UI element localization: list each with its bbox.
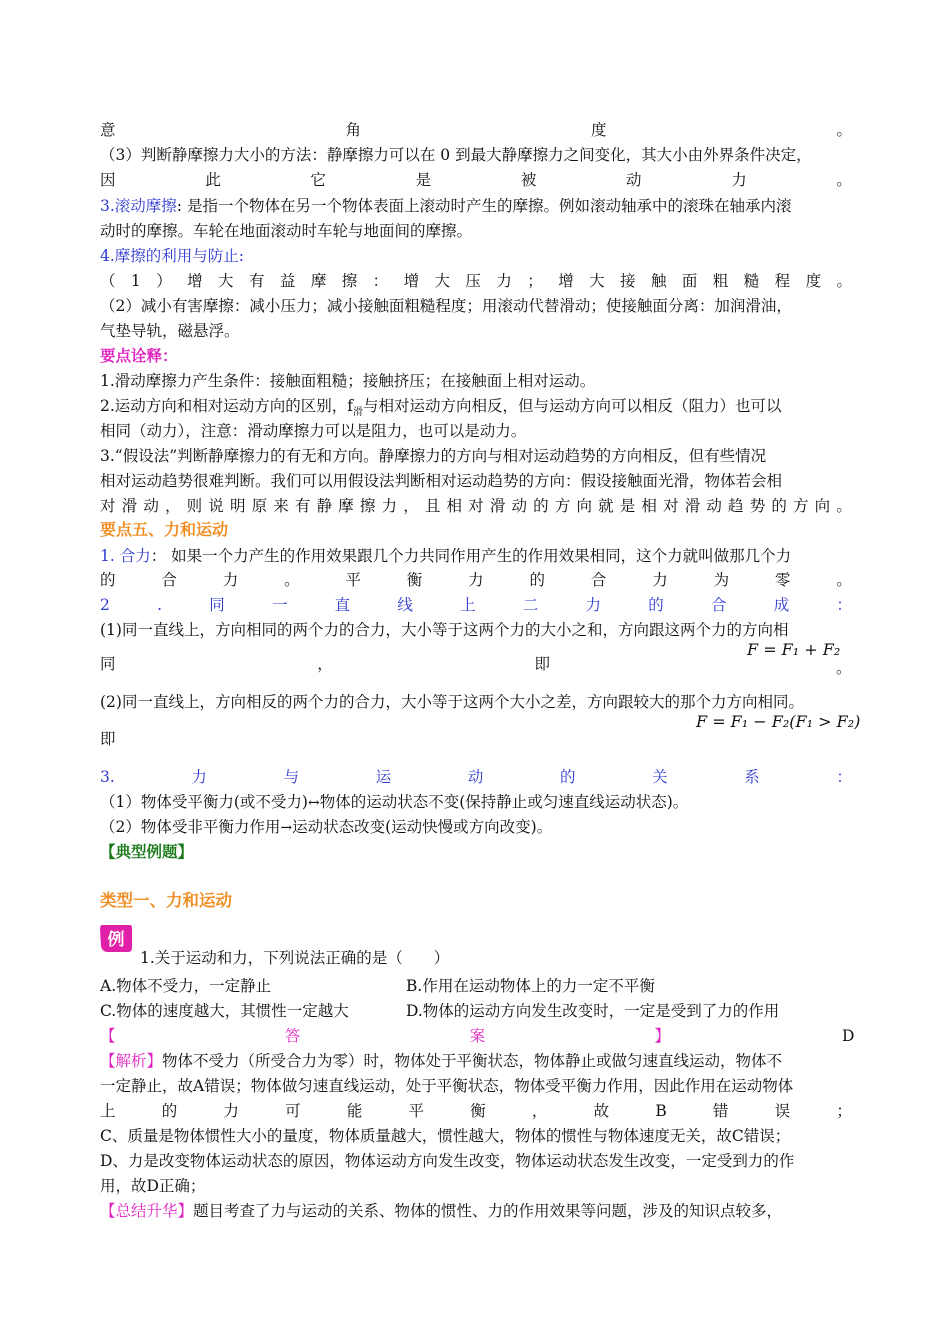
word: 因 xyxy=(100,171,116,189)
typical-examples-heading: 【典型例题】 xyxy=(100,843,194,861)
word: 摩 xyxy=(338,497,354,515)
word: 增 xyxy=(403,272,420,290)
word: 的 xyxy=(533,497,549,515)
answer-line xyxy=(100,1024,852,1048)
word: 度 xyxy=(590,121,607,139)
example-badge-text: 例 xyxy=(107,930,125,950)
answer-tag xyxy=(100,1024,670,1048)
word: 的 xyxy=(100,571,116,589)
word: 成 xyxy=(773,596,790,614)
word: ： xyxy=(836,596,852,614)
word: 趋 xyxy=(728,497,744,515)
line-4 xyxy=(100,194,852,218)
word: 对 xyxy=(468,497,484,515)
word: 故 xyxy=(593,1102,610,1120)
word: 合 xyxy=(710,596,727,614)
word: 。 xyxy=(836,272,852,290)
word: 静 xyxy=(316,497,333,515)
word: 触 xyxy=(650,272,667,290)
explanation-line-4: C、质量是物体惯性大小的量度，物体质量越大，惯性越大，物体的惯性与物体速度无关，故C错误； xyxy=(100,1127,791,1145)
word: 大 xyxy=(218,272,234,290)
word: 说 xyxy=(208,497,224,515)
word: 动 xyxy=(467,768,484,786)
word: 动 xyxy=(143,497,159,515)
word: 它 xyxy=(310,171,326,189)
word: 【 xyxy=(100,1027,116,1045)
answer-value: D xyxy=(842,1027,855,1045)
line-26-b: 物体的运动状态不变(保持静止或匀速直线运动状态)。 xyxy=(319,793,689,811)
word: 力 xyxy=(652,571,668,589)
line-26-a: （1）物体受平衡力(或不受力) xyxy=(100,793,308,811)
word: 力 xyxy=(496,272,512,290)
word: 原 xyxy=(251,497,268,515)
line-25 xyxy=(100,765,852,789)
word: 错 xyxy=(712,1102,729,1120)
word: 与 xyxy=(283,768,300,786)
word: 相 xyxy=(446,497,463,515)
word: 压 xyxy=(465,272,481,290)
line-22-words xyxy=(100,652,550,676)
word: 。 xyxy=(836,571,852,589)
word: 被 xyxy=(520,171,537,189)
word: 动 xyxy=(706,497,722,515)
section-five-heading: 要点五、力和运动 xyxy=(100,520,229,539)
word: 向 xyxy=(576,497,592,515)
friction-use-colon: : xyxy=(238,247,245,265)
word: 是 xyxy=(619,497,636,515)
right-arrow-icon: → xyxy=(280,820,293,836)
question-1: 1.关于运动和力，下列说法正确的是（ ） xyxy=(140,949,450,967)
line-7 xyxy=(100,269,852,293)
word: 且 xyxy=(424,497,441,515)
options-row-2 xyxy=(100,999,852,1023)
word: 力 xyxy=(191,768,207,786)
word: 角 xyxy=(345,121,361,139)
resultant-heading: 1. 合力 xyxy=(100,547,151,565)
word: ， xyxy=(531,1102,548,1120)
line-27-b: 运动状态改变(运动快慢或方向改变)。 xyxy=(292,818,553,836)
word: 滑 xyxy=(121,497,138,515)
word: 。 xyxy=(836,171,852,189)
line-24: 即 xyxy=(100,730,116,748)
word: （ xyxy=(100,272,116,290)
resultant-text: ： 如果一个力产生的作用效果跟几个力共同作用产生的作用效果相同，这个力就叫做那几个力 xyxy=(150,547,792,565)
word: 擦 xyxy=(359,497,376,515)
word: 势 xyxy=(749,497,766,515)
word: 上 xyxy=(100,1102,116,1120)
line-12-b: 与相对运动方向相反，但与运动方向可以相反（阻力）也可以 xyxy=(363,397,782,415)
word: 力 xyxy=(468,571,484,589)
word: 关 xyxy=(652,768,668,786)
word: 就 xyxy=(598,497,614,515)
word: 动 xyxy=(626,171,642,189)
line-12-a: 2.运动方向和相对运动方向的区别，f xyxy=(100,397,354,415)
word: . xyxy=(157,596,163,614)
summary-line xyxy=(100,1199,852,1223)
line-6 xyxy=(100,244,852,268)
explanation-tag: 【解析】 xyxy=(100,1052,163,1070)
option-a: A.物体不受力，一定静止 xyxy=(100,977,272,995)
word: 益 xyxy=(279,272,296,290)
word: 力 xyxy=(585,596,602,614)
word: 零 xyxy=(774,571,791,589)
word: 系 xyxy=(744,768,760,786)
word: 】 xyxy=(654,1027,670,1045)
word: 合 xyxy=(161,571,177,589)
word: 对 xyxy=(100,497,116,515)
friction-use-heading: 4.摩擦的利用与防止 xyxy=(100,247,239,265)
word: 大 xyxy=(589,272,605,290)
example-badge-icon xyxy=(98,922,134,956)
word: 1 xyxy=(130,272,141,290)
word: 即 xyxy=(534,655,550,673)
word: 。 xyxy=(284,571,300,589)
word: 滑 xyxy=(684,497,701,515)
line-11: 1.滑动摩擦力产生条件：接触面粗糙；接触挤压；在接触面上相对运动。 xyxy=(100,372,596,390)
word: 的 xyxy=(648,596,664,614)
line-9: 气垫导轨，磁悬浮。 xyxy=(100,322,240,340)
line-16 xyxy=(100,494,852,518)
line-20 xyxy=(100,593,852,617)
line-15: 相对运动趋势很难判断。我们可以用假设法判断相对运动趋势的方向：假设接触面光滑，物体若会相 xyxy=(100,472,783,490)
word: 可 xyxy=(285,1102,301,1120)
type-one-heading: 类型一、力和运动 xyxy=(100,891,232,910)
word: 2 xyxy=(100,596,110,614)
word: 接 xyxy=(620,272,636,290)
line-21: (1)同一直线上，方向相同的两个力的合力，大小等于这两个力的大小之和，方向跟这两个力的方向相 xyxy=(100,621,789,639)
word: 。 xyxy=(836,497,852,515)
word: 同 xyxy=(100,655,116,673)
word: 的 xyxy=(559,768,576,786)
word: 力 xyxy=(381,497,398,515)
word: 面 xyxy=(681,272,698,290)
word: 增 xyxy=(558,272,574,290)
word: 。 xyxy=(836,121,852,139)
word: 二 xyxy=(522,596,539,614)
line-27 xyxy=(100,815,852,840)
word: ： xyxy=(836,768,852,786)
word: ， xyxy=(317,655,333,673)
word: ； xyxy=(527,272,543,290)
line-3 xyxy=(100,168,852,192)
word: 力 xyxy=(731,171,747,189)
explanation-line-5: D、力是改变物体运动状态的原因，物体运动方向发生改变，物体运动状态发生改变，一定受到力的作 xyxy=(100,1152,795,1170)
word: 答 xyxy=(284,1027,301,1045)
key-notes-heading: 要点诠释： xyxy=(100,347,178,365)
word: 方 xyxy=(554,497,571,515)
word: 度 xyxy=(805,272,822,290)
word: 增 xyxy=(187,272,203,290)
line-1 xyxy=(100,118,852,142)
word: 的 xyxy=(529,571,546,589)
word: 案 xyxy=(469,1027,486,1045)
word: 方 xyxy=(793,497,809,515)
word: 是 xyxy=(415,171,432,189)
explanation-line-2: 一定静止，故A错误；物体做匀速直线运动，处于平衡状态，物体受平衡力作用，因此作用在运动物体 xyxy=(100,1077,794,1095)
word: 平 xyxy=(408,1102,425,1120)
word: 的 xyxy=(771,497,787,515)
word: 动 xyxy=(511,497,527,515)
word: 粗 xyxy=(712,272,729,290)
word: 上 xyxy=(460,596,476,614)
double-arrow-icon: ↔ xyxy=(307,795,320,811)
word: 向 xyxy=(814,497,831,515)
word: 此 xyxy=(205,171,221,189)
formula-difference: F = F₁ − F₂(F₁ > F₂) xyxy=(696,712,861,731)
word: 为 xyxy=(713,571,730,589)
word: 对 xyxy=(663,497,679,515)
line-18 xyxy=(100,544,852,568)
word: 摩 xyxy=(310,272,327,290)
word: ： xyxy=(372,272,389,290)
word: ； xyxy=(836,1102,852,1120)
word: 一 xyxy=(271,596,288,614)
explanation-line-6: 用，故D正确； xyxy=(100,1177,206,1195)
line-8: （2）减小有害摩擦：减小压力；减小接触面粗糙程度；用滚动代替滑动；使接触面分离：加润滑油， xyxy=(100,297,792,315)
word: 平 xyxy=(345,571,361,589)
word: 有 xyxy=(294,497,311,515)
word: 同 xyxy=(209,596,225,614)
word: 直 xyxy=(334,596,351,614)
option-b: B.作用在运动物体上的力一定不平衡 xyxy=(406,977,655,995)
word: 明 xyxy=(229,497,246,515)
rolling-friction-heading: 3.滚动摩擦 xyxy=(100,197,177,215)
line-5: 动时的摩擦。车轮在地面滚动时车轮与地面间的摩擦。 xyxy=(100,222,473,240)
rolling-friction-text: : 是指一个物体在另一个物体表面上滚动时产生的摩擦。例如滚动轴承中的滚珠在轴承内滚 xyxy=(176,197,792,215)
word: 衡 xyxy=(406,571,423,589)
word: ） xyxy=(156,272,172,290)
option-d: D.物体的运动方向发生改变时，一定是受到了力的作用 xyxy=(406,1002,780,1020)
word: 滑 xyxy=(489,497,506,515)
word: 则 xyxy=(186,497,203,515)
word: 合 xyxy=(590,571,607,589)
word: 3. xyxy=(100,768,115,786)
word: 来 xyxy=(273,497,289,515)
word: 误 xyxy=(774,1102,791,1120)
word: 有 xyxy=(248,272,265,290)
word: B xyxy=(655,1102,667,1120)
line-14: 3.“假设法”判断静摩擦力的有无和方向。静摩擦力的方向与相对运动趋势的方向相反，但有些情况 xyxy=(100,447,767,465)
word: 意 xyxy=(100,121,116,139)
word: 线 xyxy=(397,596,413,614)
explanation-line-3 xyxy=(100,1099,852,1123)
word: 擦 xyxy=(341,272,358,290)
option-c: C.物体的速度越大，其惯性一定越大 xyxy=(100,1002,349,1020)
word: 的 xyxy=(161,1102,178,1120)
line-12-sub: 滑 xyxy=(353,407,364,419)
line-22-end: 。 xyxy=(836,659,852,677)
summary-tag: 【总结升华】 xyxy=(100,1202,194,1220)
word: 糙 xyxy=(743,272,760,290)
options-row-1 xyxy=(100,974,852,998)
word: 相 xyxy=(641,497,657,515)
line-26 xyxy=(100,790,852,815)
word: 程 xyxy=(774,272,791,290)
formula-sum: F = F₁ + F₂ xyxy=(747,640,841,659)
explanation-text-1: 物体不受力（所受合力为零）时，物体处于平衡状态，物体静止或做匀速直线运动，物体不 xyxy=(162,1052,783,1070)
word: 力 xyxy=(222,571,239,589)
line-13: 相同（动力），注意：滑动摩擦力可以是阻力，也可以是动力。 xyxy=(100,422,527,440)
explanation-line-1 xyxy=(100,1049,852,1073)
word: 能 xyxy=(346,1102,363,1120)
line-19 xyxy=(100,568,852,592)
line-2: （3）判断静摩擦力大小的方法：静摩擦力可以在 0 到最大静摩擦力之间变化，其大小由外界条件决定， xyxy=(100,146,812,164)
line-27-a: （2）物体受非平衡力作用 xyxy=(100,818,281,836)
summary-text: 题目考查了力与运动的关系、物体的惯性、力的作用效果等问题，涉及的知识点较多， xyxy=(193,1202,783,1220)
word: ， xyxy=(403,497,419,515)
word: ， xyxy=(164,497,181,515)
word: 力 xyxy=(223,1102,239,1120)
word: 运 xyxy=(375,768,392,786)
word: 大 xyxy=(434,272,451,290)
line-23: (2)同一直线上，方向相反的两个力的合力，大小等于这两个大小之差，方向跟较大的那个力方向相同。 xyxy=(100,693,804,711)
word: 衡 xyxy=(470,1102,486,1120)
line-22 xyxy=(100,652,840,676)
